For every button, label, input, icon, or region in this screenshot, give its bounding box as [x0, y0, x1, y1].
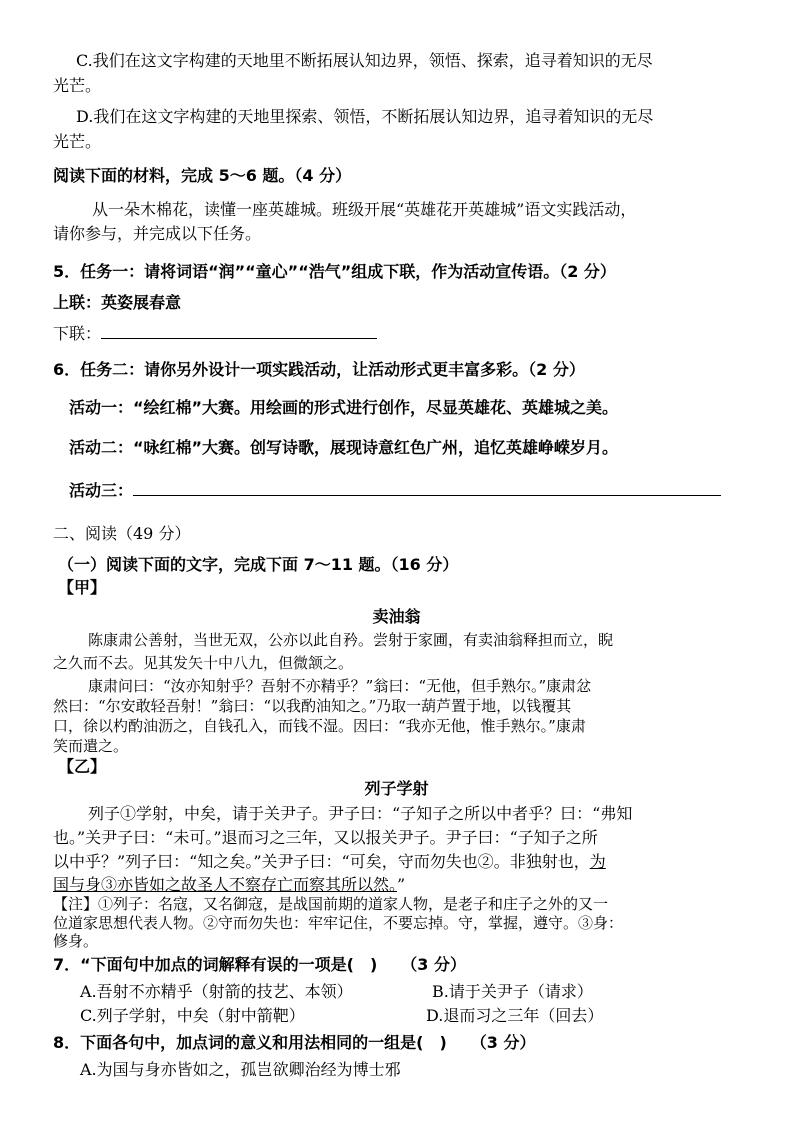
q5-shanglian: 上联：英姿展春意	[53, 293, 182, 312]
passage-2-title: 列子学射	[364, 779, 429, 798]
passage-yi-label: 【乙】	[58, 757, 107, 776]
q6-activity-3-answer-line[interactable]	[133, 481, 721, 496]
q7-option-b: B.请于关尹子（请求）	[432, 982, 593, 1001]
option-c-line1: C.我们在这文字构建的天地里不断拓展认知边界，领悟、探索，追寻着知识的无尽	[76, 51, 653, 70]
material-paragraph-line2: 请你参与，并完成以下任务。	[53, 224, 262, 243]
question-7: 7．“下面句中加点的词解释有误的一项是( ) （3 分）	[53, 955, 466, 974]
q5-xialian	[53, 324, 377, 344]
section-2-1-heading: （一）阅读下面的文字，完成下面 7～11 题。（16 分）	[58, 555, 459, 574]
q7-option-d: D.退而习之三年（回去）	[426, 1006, 604, 1025]
question-6: 6．任务二：请你另外设计一项实践活动，让活动形式更丰富多彩。（2 分）	[53, 360, 585, 379]
passage-1-line6: 笑而遣之。	[53, 737, 129, 755]
passage-1-title: 卖油翁	[372, 607, 421, 626]
passage-jia-label: 【甲】	[58, 578, 107, 597]
q7-option-a: A.吾射不亦精乎（射箭的技艺、本领）	[80, 982, 353, 1001]
q8-option-a: A.为国与身亦皆如之，孤岂欲卿治经为博士邪	[80, 1060, 401, 1079]
question-5: 5．任务一：请将词语“润”“童心”“浩气”组成下联，作为活动宣传语。（2 分）	[53, 262, 616, 281]
passage-1-line2: 之久而不去。见其发矢十中八九，但微颔之。	[53, 654, 354, 672]
note-line1: 【注】①列子：名寇，又名御寇，是战国前期的道家人物，是老子和庄子之外的又一	[53, 895, 609, 913]
q6-activity-2: 活动二：“咏红棉”大赛。创写诗歌，展现诗意红色广州，追忆英雄峥嵘岁月。	[69, 438, 619, 457]
q6-activity-3-label: 活动三：	[69, 481, 134, 500]
material-paragraph-line1: 从一朵木棉花，读懂一座英雄城。班级开展“英雄花开英雄城”语文实践活动，	[92, 200, 637, 219]
q6-activity-1: 活动一：“绘红棉”大赛。用绘画的形式进行创作，尽显英雄花、英雄城之美。	[69, 398, 619, 417]
option-d-line2: 光芒。	[53, 132, 102, 151]
question-8: 8．下面各句中，加点词的意义和用法相同的一组是( ) （3 分）	[53, 1033, 536, 1052]
q5-xialian-label: 下联：	[53, 324, 102, 343]
passage-2-line2: 也。”关尹子曰：“未可。”退而习之三年，又以报关尹子。尹子曰：“子知子之所	[53, 828, 598, 847]
passage-1-line3: 康肃问曰：“汝亦知射乎？吾射不亦精乎？”翁曰：“无他，但手熟尔。”康肃忿	[88, 677, 592, 695]
material-heading: 阅读下面的材料，完成 5～6 题。（4 分）	[53, 166, 352, 185]
q7-option-c: C.列子学射，中矣（射中箭靶）	[80, 1006, 305, 1025]
option-d-line1: D.我们在这文字构建的天地里探索、领悟，不断拓展认知边界，追寻着知识的无尽	[76, 107, 654, 126]
passage-2-line1: 列子①学射，中矣，请于关尹子。尹子曰：“子知子之所以中者乎？曰：“弗知	[88, 804, 633, 823]
passage-1-line5: 口，徐以杓酌油沥之，自钱孔入，而钱不湿。因曰：“我亦无他，惟手熟尔。”康肃	[53, 717, 586, 735]
passage-2-line4	[53, 875, 405, 895]
passage-2-line3	[53, 852, 606, 872]
section-2-heading: 二、阅读（49 分）	[53, 524, 191, 543]
passage-2-line3-text: 以中乎？”列子曰：“知之矣。”关尹子曰：“可矣，守而勿失也②。非独射也，	[53, 852, 590, 871]
passage-2-underlined-sentence: 国与身③亦皆如之故圣人不察存亡而察其所以然。	[53, 875, 398, 894]
passage-1-line4: 然曰：“尔安敢轻吾射！”翁曰：“以我酌油知之。”乃取一葫芦置于地，以钱覆其	[53, 697, 572, 715]
passage-2-line4-end: ”	[397, 875, 406, 894]
note-line3: 修身。	[53, 932, 99, 950]
q5-xialian-answer-line[interactable]	[101, 324, 377, 339]
q6-activity-3	[69, 481, 721, 501]
passage-2-underlined-start: 为	[589, 852, 606, 871]
option-c-line2: 光芒。	[53, 76, 102, 95]
note-line2: 位道家思想代表人物。②守而勿失也：牢牢记住，不要忘掉。守，掌握，遵守。③身：	[53, 914, 624, 932]
passage-1-line1: 陈康肃公善射，当世无双，公亦以此自矜。尝射于家圃，有卖油翁释担而立，睨	[88, 631, 614, 649]
